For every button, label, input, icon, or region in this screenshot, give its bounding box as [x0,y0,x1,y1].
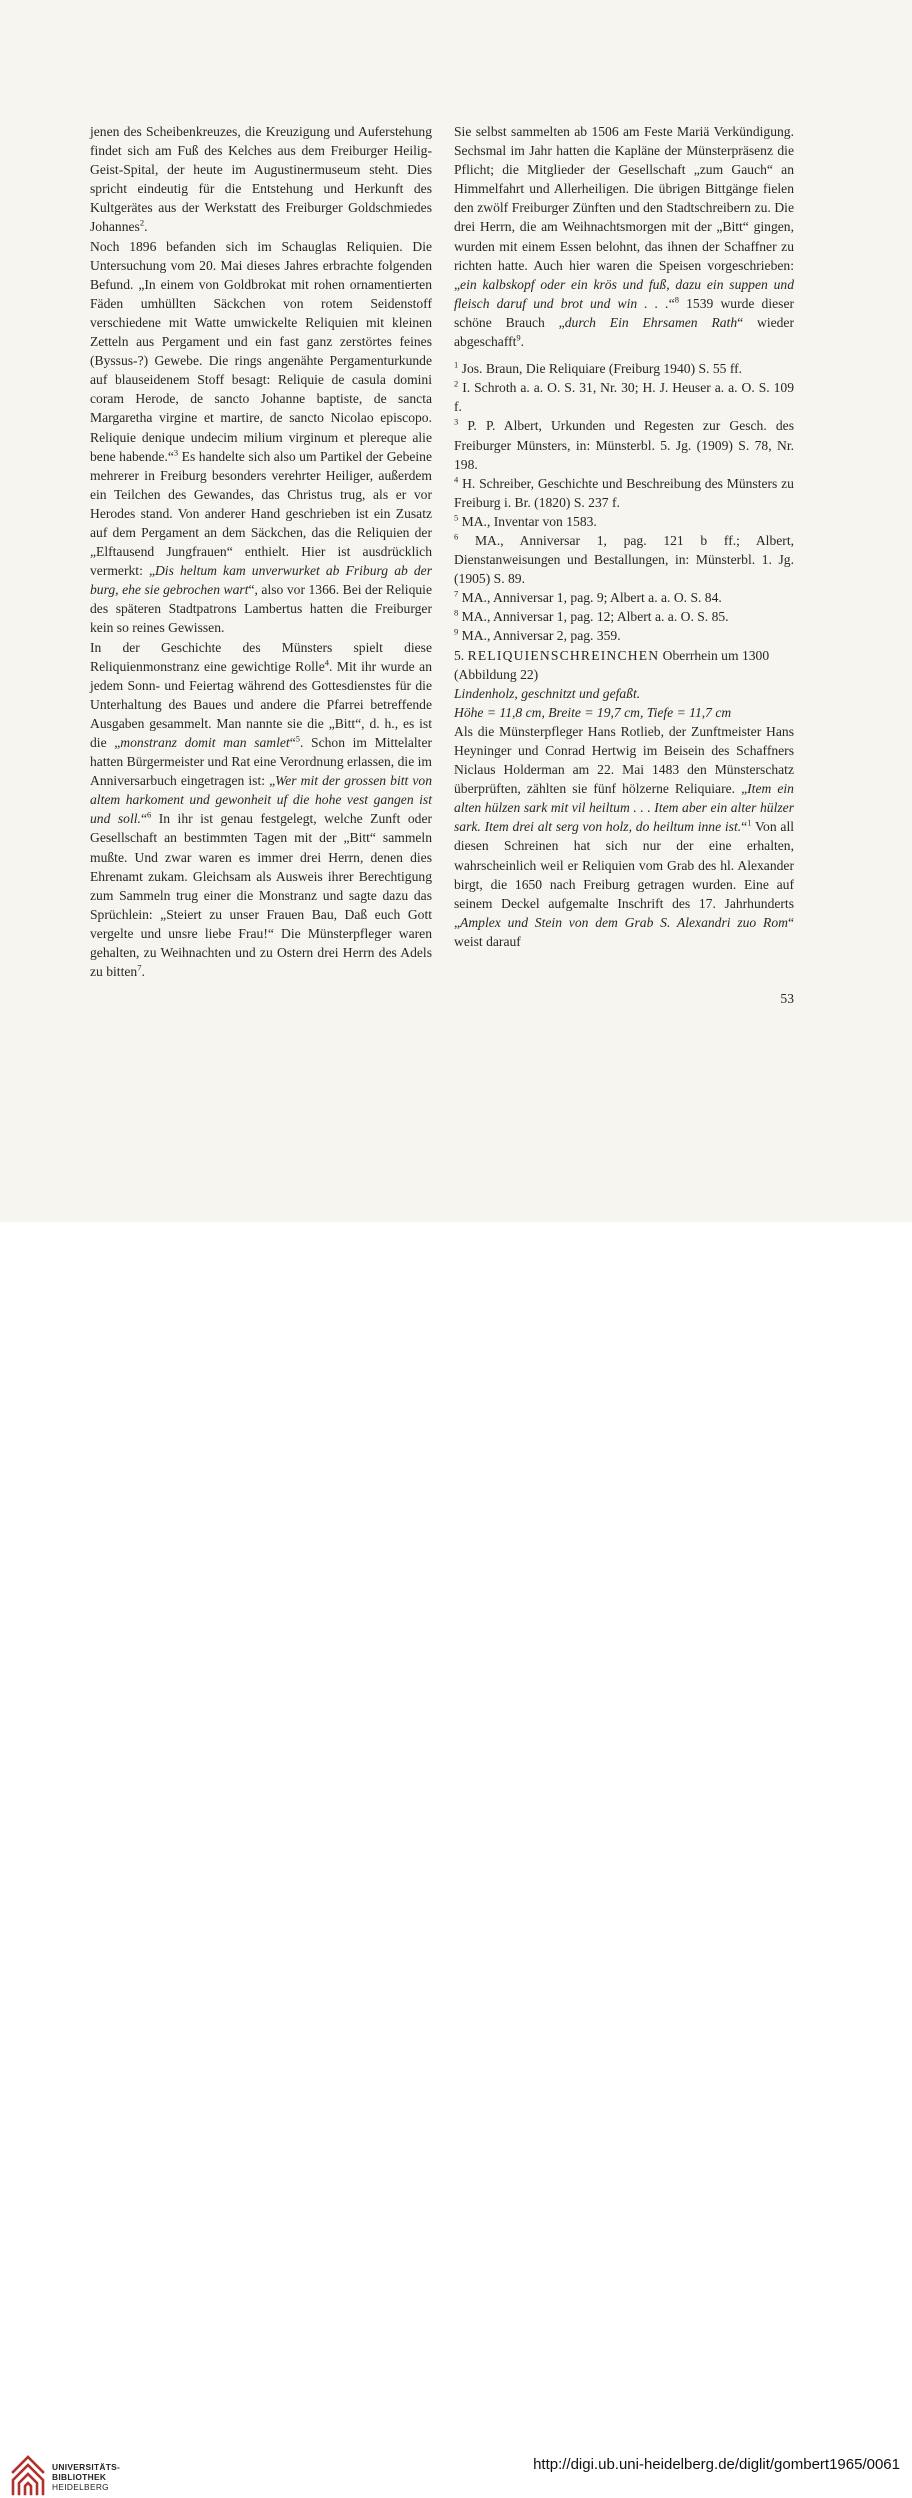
section-heading [454,646,794,684]
text: jenen des Scheibenkreuzes, die Kreuzigung und Auferstehung findet sich am Fuß des Kelches aus dem Freiburger Heilig-Geist-Spital, der heute im Augustinermuseum steht. Dies spricht eindeutig für die Entstehung und Herkunft des Kultgerätes aus der Werkstatt des Freiburger Goldschmiedes Johannes [90,124,432,235]
footnote [454,607,794,626]
footnote-number: 9 [454,626,459,637]
text: Als die Münsterpfleger Hans Rotlieb, der Zunftmeister Hans Heyninger und Conrad Hertwig im Beisein des Schaffners Niclaus Holderman am 22. Mai 1483 den Münsterschatz überprüften, zählten sie fünf hölzerne Reliquiare. „ [454,723,794,797]
dimensions: Höhe = 11,8 cm, Breite = 19,7 cm, Tiefe = 11,7 cm [454,704,732,720]
section-subtitle: Oberrhein um 1300 (Abbildung 22) [454,647,770,682]
footnote-text: I. Schroth a. a. O. S. 31, Nr. 30; H. J. Heuser a. a. O. S. 109 f. [454,380,795,415]
footnote-text: MA., Anniversar 2, pag. 359. [461,628,621,644]
permalink-url[interactable]: http://digi.ub.uni-heidelberg.de/diglit/gombert1965/0061 [533,2456,900,2473]
footnote-ref: 8 [674,294,680,305]
footnote-ref: 3 [173,447,179,458]
text: In der Geschichte des Münsters spielt diese Reliquienmonstranz eine gewichtige Rolle [90,639,432,674]
text: . [520,334,525,350]
text: Von all diesen Schreinen hat sich nur der eine erhalten, wahrscheinlich weil er Reliquien vom Grab des hl. Alexander birgt, die 1650 nach Freiburg getragen wurden. Eine auf seinem Deckel aufgemalte Inschrift des 17. Jahrhunderts „ [454,819,794,930]
right-column [454,122,794,951]
footnote-ref: 9 [516,332,521,343]
text: “, also vor 1366. Bei der Reliquie des späteren Stadtpatrons Lambertus hatten die Freiburger kein so reines Gewissen. [90,582,432,636]
footnote [454,626,794,645]
footnote-ref: 4 [324,657,329,668]
section-number: 5. [454,647,465,663]
footnote [454,378,794,416]
footnote [454,531,794,588]
footnote-number: 1 [454,359,459,370]
footnote-text: MA., Anniversar 1, pag. 121 b ff.; Albert, Dienstanweisungen und Bestallungen, in: Münsterbl. 1. Jg. (1905) S. 89. [454,532,794,587]
footnote-number: 5 [454,512,459,523]
paragraph [90,638,432,982]
paragraph [90,237,432,638]
footnote-ref: 6 [146,809,152,820]
text: Noch 1896 befanden sich im Schauglas Reliquien. Die Untersuchung vom 20. Mai dieses Jahres erbrachte folgenden Befund. „In einem von Goldbrokat mit rohen ornamentierten Fäden umhüllten Säckchen von rotem Seidenstoff verschiedene mit Watte umwickelte Reliquien mit kleinen Zetteln aus Pergament und ein fast ganz zerstörtes feines (Byssus-?) Gewebe. Die rings angenähte Pergamenturkunde auf blauseidenem Stoff besagt: Reliquie de casula domini coram Herode, de sancto Johanne baptiste, de sancta Margaretha virgine et martire, de sancto Nicolao episcopo. Reliquie denique undecim milium virginum et plereque alie bene habende.“ [90,238,432,464]
text: “ weist darauf [454,914,794,949]
library-name [52,2462,120,2493]
paragraph [90,122,432,237]
text: 1539 wurde dieser schöne Brauch „ [454,295,795,330]
footnote-text: Jos. Braun, Die Reliquiare (Freiburg 1940) S. 55 ff. [461,361,743,377]
footnote [454,359,794,378]
library-line: UNIVERSITÄTS- [52,2462,121,2472]
library-line: HEIDELBERG [52,2482,109,2493]
footnote-ref: 5 [295,733,300,744]
viewer-footer [0,1222,912,2493]
footnote-text: H. Schreiber, Geschichte und Beschreibung des Münsters zu Freiburg i. Br. (1820) S. 237 f. [454,475,794,510]
library-line: BIBLIOTHEK [52,2472,107,2483]
footnote-number: 3 [454,416,459,427]
section-title: RELIQUIENSCHREINCHEN [467,647,660,663]
quotation: Dis heltum kam unverwurket ab Friburg ab der burg, ehe sie gebrochen wart [90,563,433,598]
footnote [454,474,794,512]
page-number: 53 [780,991,794,1006]
quotation: Amplex und Stein von dem Grab S. Alexandri zuo Rom [460,914,788,930]
text: Sie selbst sammelten ab 1506 am Feste Mariä Verkündigung. Sechsmal im Jahr hatten die Kapläne der Münsterpräsenz die Pflicht; die Mitglieder der Gesellschaft „zum Gauch“ an Himmelfahrt und Allerheiligen. Die übrigen Bittgänge fielen den zwölf Freiburger Zünften und den Stadtschreibern zu. Die drei Herrn, die am Weihnachtsmorgen mit der „Bitt“ gingen, wurden mit einem Essen belohnt, das ihnen der Schaffner zu richten hatte. Auch hier waren die Speisen vorgeschrieben: „ [454,124,794,292]
text: . [144,219,148,235]
footnote [454,416,794,473]
quotation: durch Ein Ehrsamen Rath [564,314,738,330]
footnote [454,588,794,607]
paragraph [454,722,794,951]
footnote-number: 6 [454,531,459,542]
text: “ [289,735,296,750]
text: . Mit ihr wurde an jedem Sonn- und Feiertag während des Gottesdienstes für die Unterhaltung des Baues und andere die Pfarrei betreffende Ausgaben gesammelt. Man nannte sie die „Bitt“, d. h., es ist die „ [90,658,432,750]
footnote-ref: 2 [139,217,145,228]
quotation: Wer mit der grossen bitt von altem harkoment und gewonheit uf die hohe vest gangen ist und soll. [90,773,432,827]
footnotes [454,359,794,645]
footnote-number: 2 [454,378,459,389]
text: “ [140,811,147,827]
university-library-logo-icon [10,2454,46,2498]
footnote-ref: 7 [137,962,142,973]
text: “ wieder abgeschafft [454,314,794,350]
footnote-ref: 1 [747,817,752,828]
text: “ [668,295,675,311]
footnote-text: MA., Anniversar 1, pag. 9; Albert a. a. O. S. 84. [461,590,722,606]
object-metadata [454,684,794,722]
text: In ihr ist genau festgelegt, welche Zunft oder Gesellschaft an bestimmten Tagen mit der „Bitt“ sammeln mußte. Und zwar waren es immer drei Herrn, denen dies Ehrenamt zukam. Gleichsam als Ausweis ihrer Berechtigung zum Sammeln trug einer die Monstranz und sagte dazu das Sprüchlein: „Steiert zu unser Frauen Bau, Daß euch Gott vergelte und unsre liebe Frau!“ Die Münsterpfleger waren gehalten, zu Weihnachten und zu Ostern drei Herrn des Adels zu bitten [90,811,433,980]
footnote-text: MA., Inventar von 1583. [461,513,597,529]
quotation: Item ein alten hülzen sark mit vil heiltum . . . Item aber ein alter hülzer sark. Item drei alt serg von holz, do heiltum inne ist. [454,781,794,835]
text: . Schon im Mittelalter hatten Bürgermeister und Rat eine Verordnung erlassen, die im Anniversarbuch eingetragen ist: „ [90,735,433,789]
material: Lindenholz, geschnitzt und gefaßt. [454,685,641,701]
left-column [90,122,432,981]
quotation: ein kalbskopf oder ein krös und fuß, dazu ein suppen und fleisch daruf und brot und win . . . [454,276,794,311]
footnote [454,512,794,531]
text: “ [741,819,748,835]
footnote-text: MA., Anniversar 1, pag. 12; Albert a. a. O. S. 85. [461,609,729,625]
paragraph [454,122,794,351]
text: Es handelte sich also um Partikel der Gebeine mehrerer in Freiburg besonders verehrter Heiliger, außerdem ein Teilchen des Gewandes, das Christus trug, als er vor Herodes stand. Von anderer Hand geschrieben ist ein Zusatz auf dem Pergament an dem Säckchen, das die Reliquien der „Elftausend Jungfrauen“ enthielt. Hier ist ausdrücklich vermerkt: „ [90,448,433,579]
footnote-text: P. P. Albert, Urkunden und Regesten zur Gesch. des Freiburger Münsters, in: Münsterbl. 5. Jg. (1909) S. 78, Nr. 198. [454,418,794,472]
quotation: monstranz domit man samlet [120,735,290,750]
text: . [141,964,145,980]
footnote-number: 8 [454,607,459,618]
scanned-page [0,0,912,1222]
footnote-number: 4 [454,474,459,485]
footnote-number: 7 [454,588,459,599]
